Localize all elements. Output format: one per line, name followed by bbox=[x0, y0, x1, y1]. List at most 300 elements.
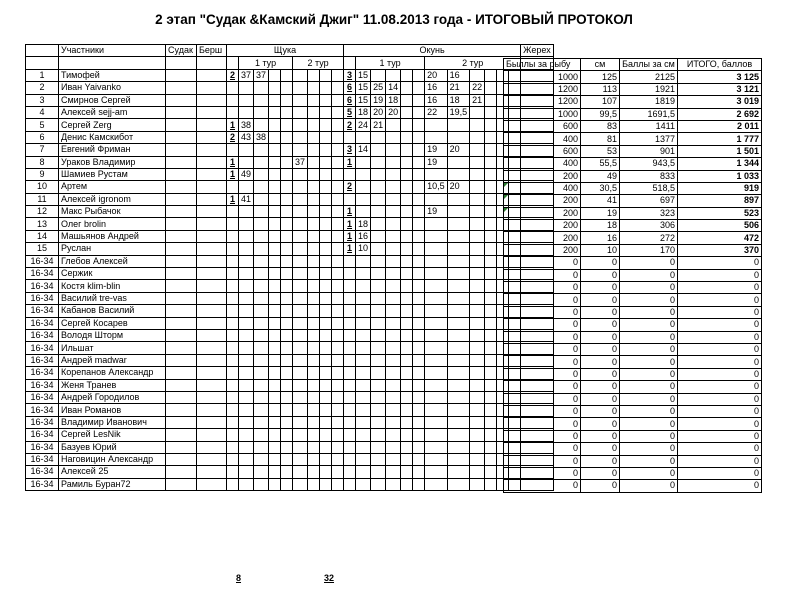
table-cell bbox=[371, 168, 386, 180]
table-cell bbox=[281, 168, 293, 180]
table-cell bbox=[470, 305, 485, 317]
table-cell bbox=[293, 255, 308, 267]
table-cell bbox=[447, 466, 470, 478]
table-cell bbox=[269, 317, 281, 329]
table-cell bbox=[197, 379, 227, 391]
table-cell bbox=[447, 206, 470, 218]
table-cell bbox=[371, 193, 386, 205]
table-row bbox=[26, 268, 554, 280]
table-cell bbox=[281, 416, 293, 428]
table-cell bbox=[401, 305, 413, 317]
table-cell bbox=[320, 193, 332, 205]
table-cell bbox=[470, 292, 485, 304]
table-cell bbox=[356, 441, 371, 453]
score-row bbox=[504, 319, 762, 331]
table-row bbox=[26, 168, 554, 180]
total-points: 0 bbox=[678, 405, 762, 417]
table-cell bbox=[356, 342, 371, 354]
table-cell bbox=[308, 268, 320, 280]
place-cell: 3 bbox=[26, 94, 59, 106]
table-cell bbox=[356, 206, 371, 218]
cm-value: 0 bbox=[581, 356, 620, 368]
total-points: 0 bbox=[678, 282, 762, 294]
catch-length: 18 bbox=[386, 94, 401, 106]
table-cell bbox=[470, 317, 485, 329]
points-fish: 0 bbox=[504, 269, 581, 281]
table-cell bbox=[356, 156, 371, 168]
score-row bbox=[504, 232, 762, 244]
table-cell bbox=[293, 466, 308, 478]
table-cell bbox=[332, 354, 344, 366]
points-fish: 0 bbox=[504, 356, 581, 368]
table-cell bbox=[332, 255, 344, 267]
table-cell bbox=[320, 230, 332, 242]
table-cell bbox=[332, 106, 344, 118]
table-cell bbox=[332, 441, 344, 453]
cm-value: 19 bbox=[581, 207, 620, 219]
table-cell bbox=[371, 230, 386, 242]
table-cell bbox=[470, 268, 485, 280]
perch-count: 1 bbox=[344, 218, 356, 230]
table-cell bbox=[166, 255, 197, 267]
header-row bbox=[26, 45, 554, 57]
table-cell bbox=[197, 168, 227, 180]
points-cm: 0 bbox=[620, 430, 678, 442]
table-cell bbox=[320, 305, 332, 317]
table-row bbox=[26, 82, 554, 94]
table-cell bbox=[269, 69, 281, 81]
table-cell bbox=[425, 218, 448, 230]
table-cell bbox=[239, 441, 254, 453]
table-cell bbox=[293, 280, 308, 292]
points-cm: 0 bbox=[620, 368, 678, 380]
table-cell bbox=[344, 268, 356, 280]
table-cell bbox=[269, 354, 281, 366]
header-shchuka: Щука bbox=[227, 45, 344, 57]
table-cell bbox=[320, 69, 332, 81]
catch-length: 20 bbox=[447, 181, 470, 193]
table-cell bbox=[371, 478, 386, 490]
table-cell bbox=[320, 131, 332, 143]
table-cell bbox=[320, 453, 332, 465]
table-cell bbox=[293, 168, 308, 180]
place-cell: 9 bbox=[26, 168, 59, 180]
table-cell bbox=[386, 168, 401, 180]
table-cell bbox=[371, 243, 386, 255]
table-cell bbox=[166, 379, 197, 391]
table-cell bbox=[293, 206, 308, 218]
table-cell bbox=[371, 453, 386, 465]
table-cell bbox=[485, 106, 497, 118]
table-cell bbox=[470, 230, 485, 242]
table-cell bbox=[413, 243, 425, 255]
table-cell bbox=[227, 292, 239, 304]
score-row bbox=[504, 133, 762, 145]
table-cell bbox=[356, 453, 371, 465]
table-cell bbox=[425, 404, 448, 416]
table-cell bbox=[239, 156, 254, 168]
cm-value: 0 bbox=[581, 443, 620, 455]
table-cell bbox=[386, 181, 401, 193]
table-cell bbox=[332, 391, 344, 403]
table-cell bbox=[356, 317, 371, 329]
points-cm: 0 bbox=[620, 443, 678, 455]
catch-length: 16 bbox=[356, 230, 371, 242]
table-cell bbox=[401, 144, 413, 156]
cm-value: 49 bbox=[581, 170, 620, 182]
table-cell bbox=[401, 429, 413, 441]
table-cell bbox=[413, 193, 425, 205]
participant-name: Сержик bbox=[59, 268, 166, 280]
table-cell bbox=[485, 429, 497, 441]
table-cell bbox=[413, 131, 425, 143]
table-row bbox=[26, 354, 554, 366]
table-cell bbox=[227, 268, 239, 280]
table-cell bbox=[197, 329, 227, 341]
cm-value: 0 bbox=[581, 467, 620, 479]
cm-value: 0 bbox=[581, 306, 620, 318]
table-cell bbox=[166, 416, 197, 428]
table-cell bbox=[239, 317, 254, 329]
table-cell bbox=[470, 131, 485, 143]
table-cell bbox=[197, 268, 227, 280]
table-cell bbox=[281, 193, 293, 205]
table-row bbox=[26, 206, 554, 218]
table-cell bbox=[413, 379, 425, 391]
points-cm: 2125 bbox=[620, 71, 678, 83]
table-cell bbox=[308, 292, 320, 304]
participant-name: Кабанов Василий bbox=[59, 305, 166, 317]
table-cell bbox=[320, 206, 332, 218]
table-cell bbox=[447, 391, 470, 403]
table-cell bbox=[166, 82, 197, 94]
table-cell bbox=[254, 466, 269, 478]
table-cell bbox=[281, 144, 293, 156]
table-cell bbox=[269, 305, 281, 317]
table-cell bbox=[332, 119, 344, 131]
table-cell bbox=[269, 144, 281, 156]
table-cell bbox=[401, 268, 413, 280]
total-points: 1 344 bbox=[678, 158, 762, 170]
table-cell bbox=[356, 168, 371, 180]
header-perch-tur2: 2 тур bbox=[425, 57, 521, 69]
table-row bbox=[26, 342, 554, 354]
catch-length: 41 bbox=[239, 193, 254, 205]
cm-value: 0 bbox=[581, 405, 620, 417]
score-row bbox=[504, 257, 762, 269]
table-cell bbox=[254, 305, 269, 317]
participant-name: Денис Камскибот bbox=[59, 131, 166, 143]
table-cell bbox=[308, 82, 320, 94]
pike-count bbox=[227, 94, 239, 106]
points-cm: 0 bbox=[620, 257, 678, 269]
table-cell bbox=[332, 305, 344, 317]
catch-length: 21 bbox=[371, 119, 386, 131]
table-cell bbox=[239, 181, 254, 193]
total-points: 1 501 bbox=[678, 145, 762, 157]
cm-value: 0 bbox=[581, 269, 620, 281]
participant-name: Владимир Иванович bbox=[59, 416, 166, 428]
score-row bbox=[504, 182, 762, 194]
total-points: 0 bbox=[678, 269, 762, 281]
table-cell bbox=[344, 478, 356, 490]
table-cell bbox=[281, 354, 293, 366]
score-row bbox=[504, 170, 762, 182]
table-cell bbox=[447, 131, 470, 143]
table-cell bbox=[447, 317, 470, 329]
table-cell bbox=[269, 441, 281, 453]
table-cell bbox=[447, 305, 470, 317]
score-row bbox=[504, 294, 762, 306]
table-cell bbox=[269, 453, 281, 465]
table-cell bbox=[197, 280, 227, 292]
table-cell bbox=[356, 367, 371, 379]
table-cell bbox=[197, 119, 227, 131]
table-cell bbox=[308, 466, 320, 478]
table-cell bbox=[371, 329, 386, 341]
table-cell bbox=[401, 367, 413, 379]
table-cell bbox=[386, 453, 401, 465]
perch-count: 3 bbox=[344, 144, 356, 156]
table-cell bbox=[413, 255, 425, 267]
table-cell bbox=[413, 206, 425, 218]
table-cell bbox=[470, 367, 485, 379]
table-cell bbox=[308, 106, 320, 118]
table-cell bbox=[281, 329, 293, 341]
score-row bbox=[504, 108, 762, 120]
table-cell bbox=[425, 255, 448, 267]
table-cell bbox=[320, 218, 332, 230]
table-cell bbox=[356, 354, 371, 366]
table-cell bbox=[401, 466, 413, 478]
table-cell bbox=[344, 342, 356, 354]
table-cell bbox=[485, 441, 497, 453]
table-cell bbox=[485, 453, 497, 465]
table-cell bbox=[371, 404, 386, 416]
table-cell bbox=[197, 230, 227, 242]
perch-count: 1 bbox=[344, 156, 356, 168]
table-cell bbox=[26, 57, 59, 69]
cm-value: 83 bbox=[581, 120, 620, 132]
table-cell bbox=[239, 268, 254, 280]
table-cell bbox=[356, 268, 371, 280]
table-cell bbox=[332, 280, 344, 292]
table-cell bbox=[269, 218, 281, 230]
table-cell bbox=[447, 230, 470, 242]
score-header-row bbox=[504, 59, 762, 71]
cm-value: 18 bbox=[581, 220, 620, 232]
table-cell bbox=[485, 466, 497, 478]
table-cell bbox=[485, 131, 497, 143]
table-row bbox=[26, 453, 554, 465]
table-cell bbox=[239, 391, 254, 403]
table-cell bbox=[293, 441, 308, 453]
table-cell bbox=[166, 441, 197, 453]
score-row bbox=[504, 405, 762, 417]
table-cell bbox=[485, 317, 497, 329]
table-cell bbox=[425, 354, 448, 366]
participant-name: Ильшат bbox=[59, 342, 166, 354]
table-cell bbox=[197, 441, 227, 453]
points-cm: 1691,5 bbox=[620, 108, 678, 120]
table-cell bbox=[239, 243, 254, 255]
participant-name: Шамиев Рустам bbox=[59, 168, 166, 180]
table-cell bbox=[254, 119, 269, 131]
place-cell: 2 bbox=[26, 82, 59, 94]
catch-length: 43 bbox=[239, 131, 254, 143]
pike-count bbox=[227, 144, 239, 156]
table-cell bbox=[293, 342, 308, 354]
table-cell bbox=[344, 429, 356, 441]
table-cell bbox=[447, 168, 470, 180]
place-cell: 16-34 bbox=[26, 329, 59, 341]
table-cell bbox=[281, 218, 293, 230]
pike-count bbox=[227, 230, 239, 242]
table-cell bbox=[447, 268, 470, 280]
cm-value: 0 bbox=[581, 294, 620, 306]
table-cell bbox=[308, 218, 320, 230]
table-cell bbox=[425, 342, 448, 354]
table-cell bbox=[470, 280, 485, 292]
table-cell bbox=[447, 404, 470, 416]
perch-count: 6 bbox=[344, 94, 356, 106]
catch-length: 21 bbox=[470, 94, 485, 106]
cm-value: 0 bbox=[581, 393, 620, 405]
table-cell bbox=[281, 119, 293, 131]
table-cell bbox=[371, 292, 386, 304]
table-cell bbox=[239, 292, 254, 304]
catch-length: 19,5 bbox=[447, 106, 470, 118]
table-cell bbox=[269, 230, 281, 242]
cm-value: 99,5 bbox=[581, 108, 620, 120]
table-cell bbox=[293, 268, 308, 280]
table-cell bbox=[447, 429, 470, 441]
table-cell bbox=[166, 367, 197, 379]
table-cell bbox=[281, 367, 293, 379]
place-cell: 13 bbox=[26, 218, 59, 230]
table-row bbox=[26, 69, 554, 81]
table-cell bbox=[308, 404, 320, 416]
table-cell bbox=[413, 156, 425, 168]
table-cell bbox=[166, 354, 197, 366]
table-cell bbox=[485, 391, 497, 403]
points-cm: 170 bbox=[620, 244, 678, 256]
table-cell bbox=[386, 317, 401, 329]
table-cell bbox=[401, 292, 413, 304]
table-cell bbox=[371, 429, 386, 441]
table-cell bbox=[356, 292, 371, 304]
score-row bbox=[504, 480, 762, 492]
table-cell bbox=[197, 453, 227, 465]
catch-length: 21 bbox=[447, 82, 470, 94]
table-cell bbox=[281, 429, 293, 441]
table-row bbox=[26, 131, 554, 143]
table-cell bbox=[166, 230, 197, 242]
perch-count: 2 bbox=[344, 119, 356, 131]
table-cell bbox=[227, 354, 239, 366]
table-cell bbox=[254, 404, 269, 416]
table-cell bbox=[344, 57, 356, 69]
table-cell bbox=[197, 404, 227, 416]
table-cell bbox=[269, 94, 281, 106]
table-cell bbox=[293, 404, 308, 416]
table-cell bbox=[485, 144, 497, 156]
table-cell bbox=[166, 218, 197, 230]
table-cell bbox=[447, 292, 470, 304]
table-cell bbox=[166, 168, 197, 180]
table-cell bbox=[485, 354, 497, 366]
table-cell bbox=[166, 193, 197, 205]
catch-length: 37 bbox=[293, 156, 308, 168]
table-cell bbox=[269, 379, 281, 391]
table-cell bbox=[425, 131, 448, 143]
table-cell bbox=[320, 243, 332, 255]
score-row bbox=[504, 356, 762, 368]
participant-name: Василий tre-vas bbox=[59, 292, 166, 304]
table-cell bbox=[227, 429, 239, 441]
table-cell bbox=[371, 144, 386, 156]
table-cell bbox=[254, 82, 269, 94]
table-cell bbox=[320, 94, 332, 106]
table-cell bbox=[281, 478, 293, 490]
table-cell bbox=[281, 94, 293, 106]
place-cell: 7 bbox=[26, 144, 59, 156]
table-cell bbox=[485, 69, 497, 81]
table-cell bbox=[401, 206, 413, 218]
participant-name: Машьянов Андрей bbox=[59, 230, 166, 242]
table-cell bbox=[344, 292, 356, 304]
table-cell bbox=[197, 156, 227, 168]
table-cell bbox=[447, 218, 470, 230]
cm-value: 0 bbox=[581, 343, 620, 355]
table-cell bbox=[308, 305, 320, 317]
table-cell bbox=[386, 218, 401, 230]
points-fish: 0 bbox=[504, 257, 581, 269]
table-cell bbox=[254, 206, 269, 218]
table-cell bbox=[485, 218, 497, 230]
table-cell bbox=[254, 230, 269, 242]
table-cell bbox=[254, 193, 269, 205]
points-cm: 697 bbox=[620, 195, 678, 207]
table-cell bbox=[425, 193, 448, 205]
total-points: 3 019 bbox=[678, 96, 762, 108]
table-cell bbox=[386, 144, 401, 156]
table-cell bbox=[293, 106, 308, 118]
table-cell bbox=[425, 305, 448, 317]
perch-count: 1 bbox=[344, 206, 356, 218]
table-cell bbox=[371, 181, 386, 193]
table-cell bbox=[371, 354, 386, 366]
table-cell bbox=[254, 342, 269, 354]
place-cell: 14 bbox=[26, 230, 59, 242]
table-cell bbox=[332, 69, 344, 81]
header-row bbox=[26, 57, 554, 69]
table-cell bbox=[470, 453, 485, 465]
participant-name: Ураков Владимир bbox=[59, 156, 166, 168]
table-cell bbox=[413, 144, 425, 156]
table-cell bbox=[166, 131, 197, 143]
catch-length: 18 bbox=[356, 106, 371, 118]
place-cell: 16-34 bbox=[26, 342, 59, 354]
points-fish: 600 bbox=[504, 120, 581, 132]
points-cm: 272 bbox=[620, 232, 678, 244]
table-cell bbox=[413, 429, 425, 441]
cm-value: 125 bbox=[581, 71, 620, 83]
table-cell bbox=[281, 206, 293, 218]
table-cell bbox=[239, 206, 254, 218]
table-cell bbox=[332, 206, 344, 218]
place-cell: 16-34 bbox=[26, 466, 59, 478]
